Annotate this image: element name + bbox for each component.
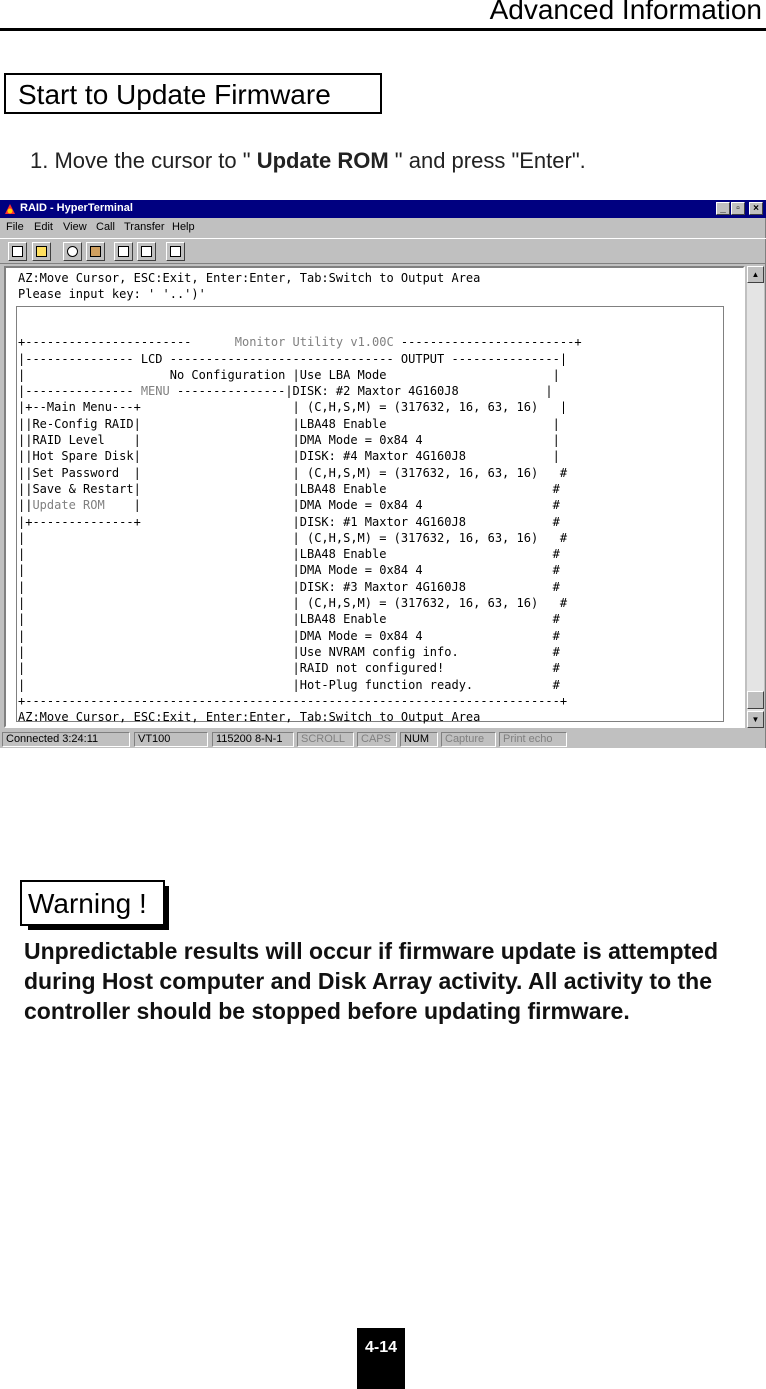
- screen-line-18: | |LBA48 Enable #: [18, 612, 560, 627]
- monitor-title: Monitor Utility v1.00C: [234, 335, 394, 350]
- scroll-thumb[interactable]: [747, 691, 764, 709]
- header-title: Advanced Information: [489, 0, 762, 25]
- toolbar: [0, 238, 766, 264]
- warning-box: [20, 880, 165, 926]
- section-title-box: [4, 73, 382, 114]
- screen-line-01: +-----------------------: [18, 335, 235, 350]
- section-title: Start to Update Firmware: [18, 79, 331, 110]
- status-port: 115200 8-N-1: [212, 732, 294, 747]
- vertical-scrollbar[interactable]: [747, 266, 764, 728]
- screen-line-22: | |Hot-Plug function ready. #: [18, 677, 560, 692]
- maximize-button[interactable]: ▫: [731, 202, 745, 215]
- new-button[interactable]: [8, 242, 27, 261]
- screen-line-04a: |---------------: [18, 384, 141, 399]
- status-caps: CAPS: [357, 732, 397, 747]
- terminal-area[interactable]: [4, 266, 745, 728]
- disconnect-icon: [90, 246, 101, 257]
- terminal-screen: [18, 318, 582, 725]
- step-prefix: 1. Move the cursor to ": [30, 148, 257, 173]
- menu-call[interactable]: Call: [96, 221, 115, 233]
- menu-edit[interactable]: Edit: [34, 221, 53, 233]
- screen-line-05: |+--Main Menu---+ | (C,H,S,M) = (317632, 16, 63, 16) |: [18, 400, 568, 415]
- menu-transfer[interactable]: Transfer: [124, 221, 165, 233]
- screen-line-11b: | |DMA Mode = 0x84 4 #: [104, 498, 560, 513]
- phone-icon: [67, 246, 78, 257]
- menu-file[interactable]: File: [6, 221, 24, 233]
- status-print-echo: Print echo: [499, 732, 567, 747]
- step-highlight: Update ROM: [256, 148, 389, 173]
- send-icon: [118, 246, 129, 257]
- menu-view[interactable]: View: [63, 221, 87, 233]
- connect-button[interactable]: [63, 242, 82, 261]
- screen-line-08: ||Hot Spare Disk| |DISK: #4 Maxtor 4G160J8 |: [18, 449, 560, 464]
- screen-line-20: | |Use NVRAM config info. #: [18, 644, 560, 659]
- update-rom-menu-item[interactable]: Update ROM: [32, 498, 105, 513]
- scroll-down-arrow-icon[interactable]: ▼: [747, 711, 764, 728]
- menu-label: MENU: [140, 384, 170, 399]
- screen-line-04b: ---------------|DISK: #2 Maxtor 4G160J8 |: [169, 384, 553, 399]
- status-bar: [0, 730, 766, 748]
- step-suffix: " and press "Enter".: [388, 148, 586, 173]
- screen-line-13: | | (C,H,S,M) = (317632, 16, 63, 16) #: [18, 530, 568, 545]
- properties-icon: [170, 246, 181, 257]
- disconnect-button[interactable]: [86, 242, 105, 261]
- receive-button[interactable]: [137, 242, 156, 261]
- status-scroll: SCROLL: [297, 732, 354, 747]
- page-number: 4-14: [357, 1328, 405, 1389]
- menu-help[interactable]: Help: [172, 221, 195, 233]
- scroll-up-arrow-icon[interactable]: ▲: [747, 266, 764, 283]
- status-capture: Capture: [441, 732, 496, 747]
- screen-line-17: | | (C,H,S,M) = (317632, 16, 63, 16) #: [18, 596, 568, 611]
- status-emulation: VT100: [134, 732, 208, 747]
- menu-bar: [0, 219, 766, 237]
- window-titlebar[interactable]: [0, 200, 766, 218]
- step-instruction: [30, 148, 586, 174]
- new-icon: [12, 246, 23, 257]
- screen-line-10: ||Save & Restart| |LBA48 Enable #: [18, 481, 560, 496]
- open-folder-icon: [36, 246, 47, 257]
- header-rule: [0, 28, 766, 31]
- screen-line-21: | |RAID not configured! #: [18, 661, 560, 676]
- status-connected: Connected 3:24:11: [2, 732, 130, 747]
- screen-line-24: AZ:Move Cursor, ESC:Exit, Enter:Enter, Tab:Switch to Output Area: [18, 710, 481, 725]
- screen-line-07: ||RAID Level | |DMA Mode = 0x84 4 |: [18, 433, 560, 448]
- screen-line-09: ||Set Password | | (C,H,S,M) = (317632, 16, 63, 16) #: [18, 465, 568, 480]
- screen-line-12: |+--------------+ |DISK: #1 Maxtor 4G160J8 #: [18, 514, 560, 529]
- open-button[interactable]: [32, 242, 51, 261]
- screen-line-11a: ||: [18, 498, 33, 513]
- window-title: RAID - HyperTerminal: [20, 202, 133, 214]
- close-button[interactable]: ×: [749, 202, 763, 215]
- send-button[interactable]: [114, 242, 133, 261]
- hyperterminal-app-icon: [3, 202, 17, 216]
- screen-line-06: ||Re-Config RAID| |LBA48 Enable |: [18, 416, 560, 431]
- screen-line-23: +--------------------------------------------------------------------------+: [18, 693, 568, 708]
- screen-line-15: | |DMA Mode = 0x84 4 #: [18, 563, 560, 578]
- screen-line-03: | No Configuration |Use LBA Mode |: [18, 367, 560, 382]
- screen-line-02: |--------------- LCD ------------------------------- OUTPUT ---------------|: [18, 351, 568, 366]
- minimize-button[interactable]: _: [716, 202, 730, 215]
- screen-line-14: | |LBA48 Enable #: [18, 547, 560, 562]
- terminal-prompt: AZ:Move Cursor, ESC:Exit, Enter:Enter, Tab:Switch to Output Area Please input key: ' '..')': [18, 271, 481, 302]
- warning-label: Warning !: [28, 888, 147, 919]
- receive-icon: [141, 246, 152, 257]
- hyperterminal-window: [0, 200, 766, 748]
- warning-text: Unpredictable results will occur if firmware update is attempted during Host computer and Disk Array activity. All activity to the controller should be stopped before updating firmware.: [24, 938, 718, 1024]
- screen-line-16: | |DISK: #3 Maxtor 4G160J8 #: [18, 579, 560, 594]
- status-num: NUM: [400, 732, 438, 747]
- properties-button[interactable]: [166, 242, 185, 261]
- screen-line-19: | |DMA Mode = 0x84 4 #: [18, 628, 560, 643]
- screen-line-01b: ------------------------+: [393, 335, 582, 350]
